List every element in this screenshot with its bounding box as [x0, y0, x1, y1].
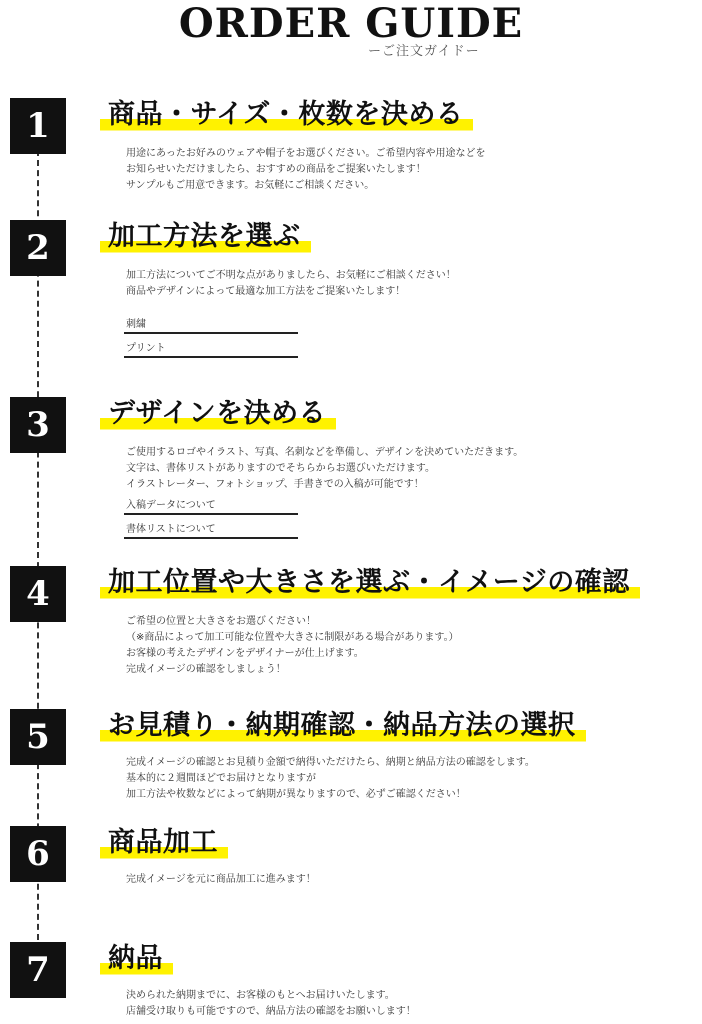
- step-title: 商品・サイズ・枚数を決める: [100, 98, 473, 132]
- step-number-badge: 1: [10, 98, 66, 154]
- link-embroidery[interactable]: 刺繍: [124, 318, 298, 334]
- page-title: ORDER GUIDE: [178, 0, 524, 47]
- step-description: 用途にあったお好みのウェアや帽子をお選びください。ご希望内容や用途などを お知らせいただけましたら、おすすめの商品をご提案いたします！ サンプルもご用意できます。お気軽にご相談ください。: [126, 148, 486, 191]
- page-subtitle: ーご注文ガイドー: [368, 44, 480, 59]
- step-description: 完成イメージの確認とお見積り金額で納得いただけたら、納期と納品方法の確認をします。 基本的に２週間ほどでお届けとなりますが 加工方法や枚数などによって納期が異なりますので、必ずご確認ください！: [126, 757, 535, 800]
- step-number-badge: 3: [10, 397, 66, 453]
- step-description: ご希望の位置と大きさをお選びください！ （※商品によって加工可能な位置や大きさに制限がある場合があります。） お客様の考えたデザインをデザイナーが仕上げます。 完成イメージの確認をしましょう！: [126, 616, 459, 675]
- step-description: ご使用するロゴやイラスト、写真、名刺などを準備し、デザインを決めていただきます。 文字は、書体リストがありますのでそちらからお選びいただけます。 イラストレーター、フォトショップ、手書きでの入稿が可能です！: [126, 447, 524, 490]
- step-title: 加工位置や大きさを選ぶ・イメージの確認: [100, 566, 640, 600]
- step-number-badge: 4: [10, 566, 66, 622]
- step-description: 完成イメージを元に商品加工に進みます！: [126, 874, 316, 885]
- step-number-badge: 5: [10, 709, 66, 765]
- step-title: デザインを決める: [100, 397, 336, 431]
- step-title: お見積り・納期確認・納品方法の選択: [100, 709, 586, 743]
- step-title: 納品: [100, 942, 173, 976]
- step-number-badge: 2: [10, 220, 66, 276]
- link-font-list[interactable]: 書体リストについて: [124, 523, 298, 539]
- step-description: 決められた納期までに、お客様のもとへお届けいたします。 店舗受け取りも可能ですので、納品方法の確認をお願いします！: [126, 990, 416, 1017]
- step-description: 加工方法についてご不明な点がありましたら、お気軽にご相談ください！ 商品やデザインによって最適な加工方法をご提案いたします！: [126, 270, 456, 297]
- link-submission-data[interactable]: 入稿データについて: [124, 499, 298, 515]
- link-print[interactable]: プリント: [124, 342, 298, 358]
- step-title: 加工方法を選ぶ: [100, 220, 311, 254]
- step-number-badge: 7: [10, 942, 66, 998]
- step-number-badge: 6: [10, 826, 66, 882]
- step-title: 商品加工: [100, 826, 228, 860]
